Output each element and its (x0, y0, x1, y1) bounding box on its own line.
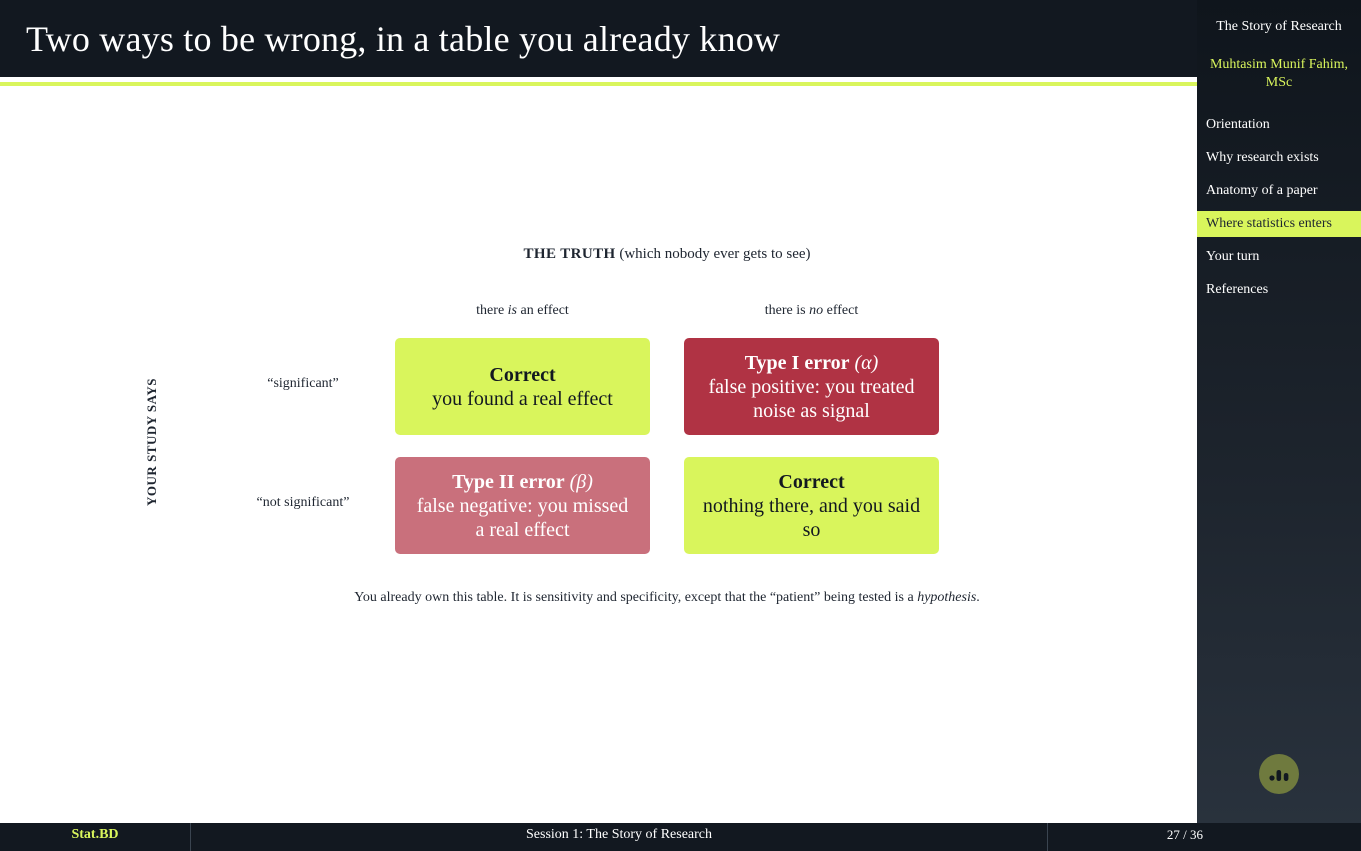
cell-heading: Type I error (744, 351, 850, 374)
sidebar-author: Muhtasim Munif Fahim, MSc (1209, 57, 1349, 90)
row-label-not-significant: “not significant” (256, 495, 350, 510)
cell-body: false negative: you missed a real effect (416, 494, 629, 541)
footer-session-title: Session 1: The Story of Research (191, 823, 1048, 851)
cell-body: false positive: you treated noise as signal (708, 375, 915, 422)
cell-body: you found a real effect (432, 387, 613, 410)
logo-button[interactable] (1259, 754, 1299, 794)
accent-rule (0, 82, 1197, 86)
sidebar-item-where-statistics-enters[interactable]: Where statistics enters (1197, 211, 1361, 237)
cell-heading: Type II error (452, 470, 565, 493)
sidebar (1197, 0, 1361, 851)
sidebar-item-your-turn[interactable]: Your turn (1206, 249, 1260, 264)
bar-chart-icon (1259, 754, 1299, 794)
table-caption: You already own this table. It is sensitivity and specificity, except that the “patient” being tested is a hypothesis. (354, 590, 980, 605)
row-label-significant: “significant” (267, 376, 339, 391)
alpha-symbol: (α) (854, 351, 879, 374)
cell-body: nothing there, and you said so (702, 494, 921, 541)
cell-type-2-error (395, 457, 650, 554)
sidebar-item-why-research-exists[interactable]: Why research exists (1206, 150, 1319, 165)
cell-heading: Correct (489, 363, 556, 386)
cell-type-1-error (684, 338, 939, 435)
cell-correct-true-negative (684, 457, 939, 554)
truth-header-bold: THE TRUTH (523, 246, 616, 262)
title-bar (0, 0, 1197, 77)
truth-header (380, 246, 954, 263)
side-label-study-says: YOUR STUDY SAYS (144, 378, 159, 506)
sidebar-item-orientation[interactable]: Orientation (1206, 117, 1270, 132)
sidebar-title[interactable]: The Story of Research (1216, 19, 1342, 34)
footer-bar (0, 823, 1361, 851)
slide-title: Two ways to be wrong, in a table you already know (26, 19, 781, 59)
truth-header-note: (which nobody ever gets to see) (619, 246, 811, 262)
cell-heading: Correct (778, 470, 845, 493)
footer-page-number: 27 / 36 (1166, 827, 1203, 842)
column-label-effect: there is an effect (476, 303, 569, 318)
sidebar-item-references[interactable]: References (1206, 282, 1269, 297)
cell-correct-true-positive (395, 338, 650, 435)
sidebar-item-anatomy-of-a-paper[interactable]: Anatomy of a paper (1206, 183, 1318, 198)
column-label-no-effect: there is no effect (764, 303, 859, 318)
beta-symbol: (β) (569, 470, 593, 493)
footer-brand: Stat.BD (0, 823, 191, 851)
sidebar-nav (1197, 112, 1361, 310)
